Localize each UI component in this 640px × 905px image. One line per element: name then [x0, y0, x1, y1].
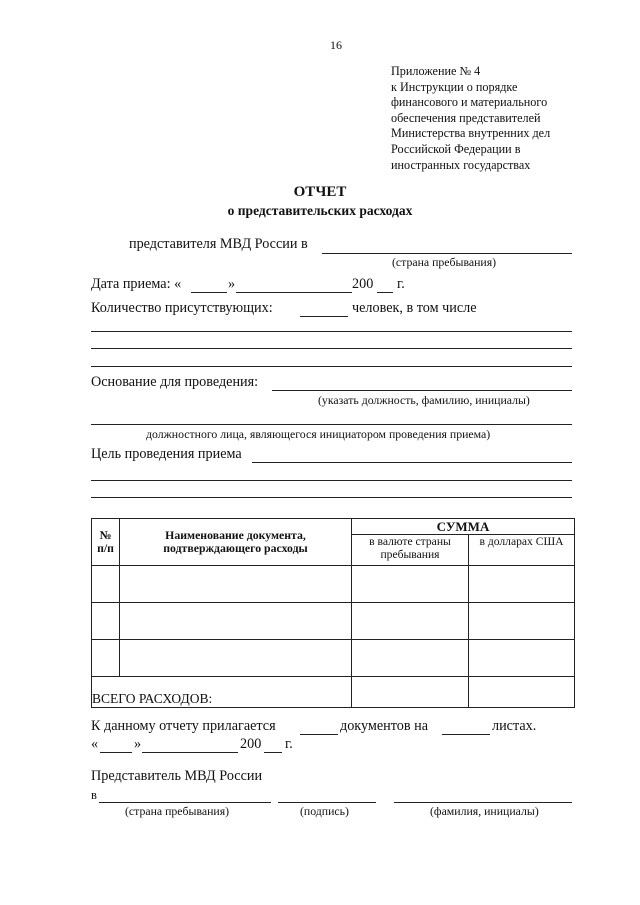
- attendees-count-line[interactable]: [300, 316, 348, 317]
- basis-hint-2: должностного лица, являющегося инициатором проведения приема): [146, 427, 491, 441]
- appendix-line: Приложение № 4: [391, 64, 481, 78]
- footer-date-open: «: [91, 736, 99, 752]
- table-row: [92, 603, 575, 640]
- table-cell[interactable]: [120, 566, 352, 603]
- footer-name-hint: (фамилия, инициалы): [430, 804, 539, 818]
- attached-docs-line[interactable]: [300, 734, 338, 735]
- attached-text-3: листах.: [492, 718, 537, 734]
- col-usd-header: в долларах США: [469, 535, 575, 566]
- table-row: [92, 566, 575, 603]
- table-cell[interactable]: [469, 640, 575, 677]
- page-number: 16: [330, 38, 342, 52]
- table-cell[interactable]: [469, 566, 575, 603]
- table-cell[interactable]: [120, 603, 352, 640]
- table-cell[interactable]: [352, 640, 469, 677]
- attendees-line-2[interactable]: [91, 348, 572, 349]
- table-cell[interactable]: [352, 603, 469, 640]
- appendix-line: финансового и материального: [391, 95, 548, 110]
- footer-signature-hint: (подпись): [300, 804, 349, 818]
- attached-text-2: документов на: [340, 718, 429, 734]
- appendix-block: [391, 64, 631, 173]
- basis-line[interactable]: [272, 390, 572, 391]
- footer-date-year-line[interactable]: [264, 752, 282, 753]
- basis-hint: (указать должность, фамилию, инициалы): [318, 393, 530, 407]
- attendees-label: Количество присутствующих:: [91, 300, 273, 316]
- col-local-header: в валюте страны пребывания: [352, 535, 469, 566]
- col-num-header: № п/п: [92, 519, 120, 566]
- representative-label: представителя МВД России в: [129, 236, 308, 252]
- table-row: [92, 640, 575, 677]
- total-row: [92, 677, 575, 708]
- basis-label: Основание для проведения:: [91, 374, 259, 390]
- document-title: ОТЧЕТ: [293, 184, 347, 200]
- appendix-line: к Инструкции о порядке: [391, 79, 518, 94]
- date-month-line[interactable]: [236, 292, 352, 293]
- purpose-line-3[interactable]: [91, 497, 572, 498]
- purpose-line-2[interactable]: [91, 480, 572, 481]
- table-cell[interactable]: [92, 603, 120, 640]
- date-day-line[interactable]: [191, 292, 227, 293]
- appendix-line: Российской Федерации в: [391, 141, 521, 156]
- attendees-line-1[interactable]: [91, 331, 572, 332]
- date-year: 200: [352, 276, 374, 292]
- appendix-line: Министерства внутренних дел: [391, 126, 551, 141]
- footer-signature-line[interactable]: [278, 802, 376, 803]
- footer-name-line[interactable]: [394, 802, 572, 803]
- table-cell[interactable]: [92, 566, 120, 603]
- country-hint: (страна пребывания): [392, 255, 497, 269]
- footer-date-suffix: г.: [285, 736, 293, 752]
- document-subtitle: о представительских расходах: [227, 203, 413, 218]
- col-sum-header: СУММА: [352, 519, 575, 535]
- purpose-line-1[interactable]: [252, 462, 572, 463]
- footer-in-label: в: [91, 788, 97, 802]
- expenses-table: [91, 518, 575, 708]
- attached-sheets-line[interactable]: [442, 734, 490, 735]
- table-cell[interactable]: [352, 566, 469, 603]
- table-cell[interactable]: [120, 640, 352, 677]
- date-label: Дата приема: «: [91, 276, 182, 292]
- basis-line-2[interactable]: [91, 424, 572, 425]
- table-cell[interactable]: [92, 640, 120, 677]
- col-doc-header: Наименование документа, подтверждающего расходы: [120, 519, 352, 566]
- total-local-cell[interactable]: [352, 677, 469, 708]
- footer-date-month-line[interactable]: [142, 752, 238, 753]
- total-usd-cell[interactable]: [469, 677, 575, 708]
- footer-country-hint: (страна пребывания): [125, 804, 230, 818]
- appendix-line: обеспечения представителей: [391, 110, 541, 125]
- attached-text-1: К данному отчету прилагается: [91, 718, 276, 734]
- footer-date-close: »: [134, 736, 142, 752]
- total-label: ВСЕГО РАСХОДОВ:: [92, 677, 352, 708]
- table-cell[interactable]: [469, 603, 575, 640]
- representative-signature-label: Представитель МВД России: [91, 768, 263, 784]
- date-close-quote: »: [228, 276, 236, 292]
- appendix-line: иностранных государствах: [391, 157, 531, 172]
- purpose-label: Цель проведения приема: [91, 446, 242, 462]
- footer-country-line[interactable]: [99, 802, 271, 803]
- attendees-line-3[interactable]: [91, 366, 572, 367]
- date-year-line[interactable]: [377, 292, 393, 293]
- attendees-suffix: человек, в том числе: [352, 300, 477, 316]
- country-line[interactable]: [322, 253, 572, 254]
- footer-date-year: 200: [240, 736, 262, 752]
- footer-date-day-line[interactable]: [100, 752, 132, 753]
- date-suffix: г.: [397, 276, 405, 292]
